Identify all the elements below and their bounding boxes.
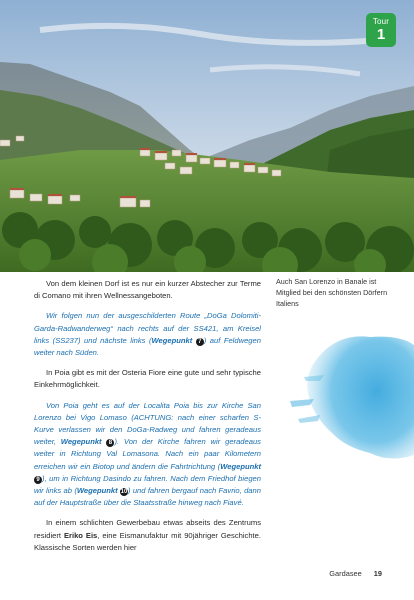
waypoint-7-label: Wegepunkt (151, 335, 193, 345)
paragraph-terme (34, 278, 261, 302)
tour-badge-label: Tour (372, 17, 390, 26)
paragraph-poia-text: In Poia gibt es mit der Osteria Fiore eine gute und sehr typische Einkehrmöglichkeit. (34, 368, 261, 390)
waypoint-9-marker: 9 (34, 476, 42, 484)
paragraph-poia (34, 367, 261, 391)
route-fiave-text-b: ). Von der Kirche fahren wir geradeaus weiter in Richtung Val Lomasona. Nach ein paar Kilometern erreichen wir ein Biotop und ändern die Fahrtrichtung ( (34, 437, 261, 471)
waypoint-10-label: Wegepunkt (76, 486, 118, 496)
route-fiave-text-a: Von Poia geht es auf der Localita Poia bis zur Kirche San Lorenzo bei Vigo Lomaso (ACHTUNG: nach einer scharfen S-Kurve verlassen wir den DoGa-Radweg und fahren geradeaus weiter, (34, 400, 261, 447)
paragraph-eriko-eis (34, 517, 261, 554)
tour-badge (366, 13, 396, 47)
watercolor-splash (290, 315, 414, 465)
route-doga-text-a: Wir folgen nun der ausgeschilderten Route „DoGa Dolomiti-Garda-Radwanderweg“ nach rechts auf der SS421, am Kreisel links (SS237) und nächste links ( (34, 311, 261, 345)
article-body (34, 278, 261, 562)
route-doga-text-b: ) auf Feldwegen weiter nach Süden. (34, 335, 261, 358)
footer-section: Gardasee (329, 569, 362, 578)
waypoint-8-label: Wegepunkt (60, 437, 102, 447)
photo-caption: Auch San Lorenzo in Banale ist Mitglied bei den schönsten Dörfern Italiens (276, 277, 388, 308)
page-number: 19 (373, 569, 382, 578)
paragraph-eriko-text-a: In einem schlichten Gewerbebau etwas abseits des Zentrums residiert (34, 518, 261, 540)
tour-badge-number: 1 (376, 26, 386, 43)
paragraph-terme-text: Von dem kleinen Dorf ist es nur ein kurzer Abstecher zur Terme di Comano mit ihren Wellnessangeboten. (34, 279, 261, 301)
route-fiave-text-c: ), um in Richtung Dasindo zu fahren. Nach dem Friedhof biegen wir links ab ( (34, 473, 261, 496)
waypoint-8-marker: 8 (106, 439, 114, 447)
paragraph-route-doga (34, 310, 261, 359)
route-fiave-text-d: ) und fahren bergauf nach Favrio, dann auf der Hauptstraße über die Staatsstraße hinweg nach Fiavé. (34, 486, 261, 508)
page-footer (329, 569, 382, 578)
waypoint-9-label: Wegepunkt (220, 461, 261, 471)
paragraph-route-fiave (34, 400, 261, 510)
landscape-photo (0, 0, 414, 272)
eriko-eis-name: Eriko Eis (63, 530, 98, 540)
waypoint-7-marker: 7 (196, 338, 204, 346)
waypoint-10-marker: 10 (120, 489, 128, 496)
paragraph-eriko-text-b: , eine Eismanufaktur mit 90jähriger Geschichte. Klassische Sorten werden hier (34, 530, 262, 552)
